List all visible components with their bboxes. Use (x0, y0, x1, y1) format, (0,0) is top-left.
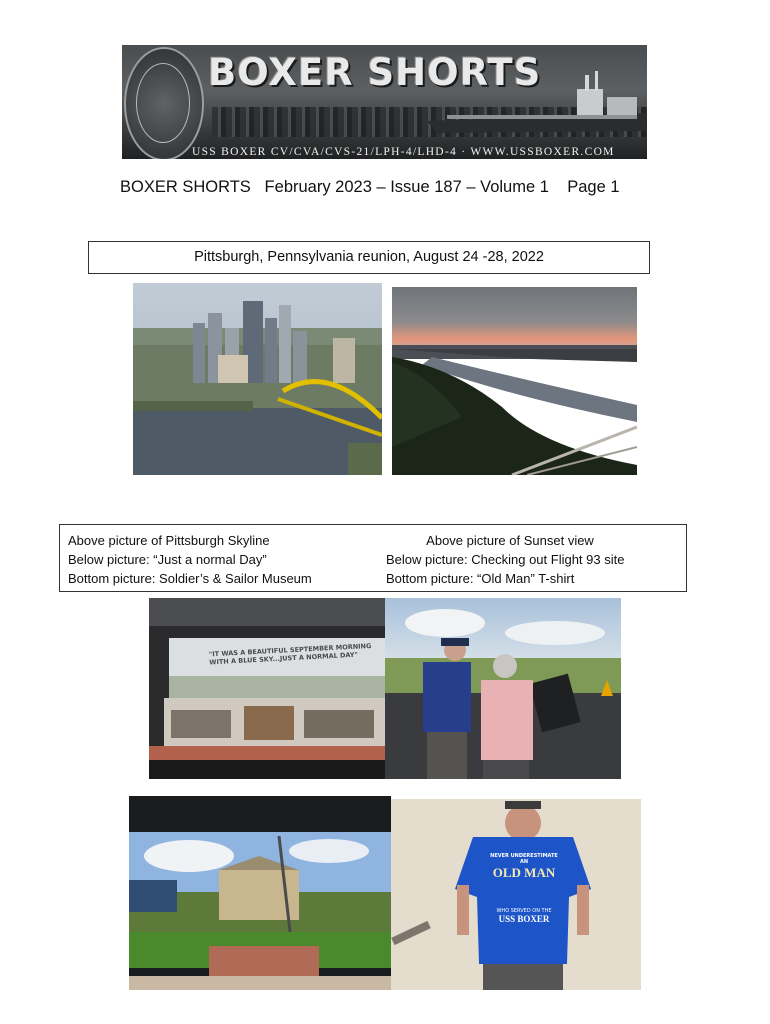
masthead-title: BOXER SHORTS (208, 51, 542, 94)
caption-right-line-3: Bottom picture: “Old Man” T-shirt (386, 571, 575, 586)
masthead-banner (122, 45, 647, 159)
caption-left-line-3: Bottom picture: Soldier’s & Sailor Museum (68, 571, 312, 586)
photo-sunset-view (392, 287, 637, 475)
caption-left (68, 531, 312, 588)
tshirt-uss-boxer: USS BOXER (498, 914, 550, 924)
reunion-heading: Pittsburgh, Pennsylvania reunion, August 24 -28, 2022 (88, 241, 650, 274)
issue-line: BOXER SHORTS February 2023 – Issue 187 – Volume 1 Page 1 (120, 178, 620, 196)
photo-flight-93-site (385, 598, 621, 779)
photo-pittsburgh-skyline (133, 283, 382, 475)
tshirt-old-man: OLD MAN (492, 865, 556, 880)
caption-right-line-1: Above picture of Sunset view (426, 533, 594, 548)
caption-left-line-1: Above picture of Pittsburgh Skyline (68, 533, 270, 548)
tshirt-top-line: NEVER UNDERESTIMATE AN (490, 853, 558, 865)
photo-normal-day-exhibit (149, 598, 385, 779)
normal-day-sign-text: "IT WAS A BEAUTIFUL SEPTEMBER MORNING WITH A BLUE SKY...JUST A NORMAL DAY" (208, 641, 372, 667)
caption-right (386, 531, 634, 588)
masthead-subtitle: USS BOXER CV/CVA/CVS-21/LPH-4/LHD-4 · WWW.USSBOXER.COM (192, 146, 615, 158)
caption-box (59, 524, 687, 592)
caption-right-line-2: Below picture: Checking out Flight 93 site (386, 552, 625, 567)
photo-old-man-tshirt (391, 799, 641, 990)
tshirt-print (486, 853, 562, 925)
navy-seal-logo (124, 47, 204, 159)
photo-soldiers-sailors-museum (129, 796, 391, 990)
caption-left-line-2: Below picture: “Just a normal Day” (68, 552, 267, 567)
tshirt-mid-line: WHO SERVED ON THE (496, 908, 552, 914)
